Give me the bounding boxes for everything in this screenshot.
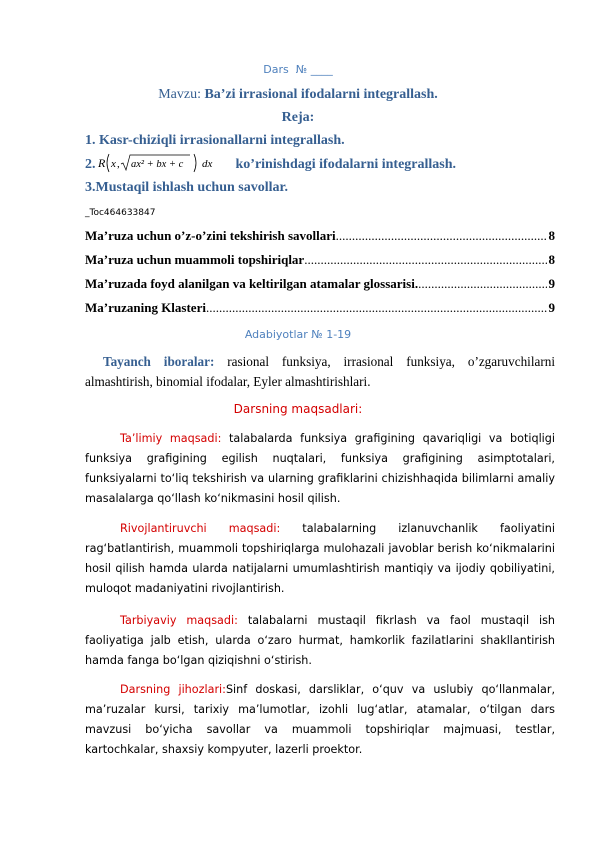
lesson-title (0, 63, 596, 76)
goal-label: Rivojlantiruvchi maqsadi: (120, 522, 281, 535)
literature-reference: Adabiyotlar № 1-19 (244, 328, 352, 341)
equipment-label: Darsning jihozlari: (120, 683, 226, 696)
toc-entry-page: 9 (548, 276, 555, 291)
toc-entry-page: 9 (548, 300, 555, 315)
goal-paragraph-upbringing (85, 611, 555, 671)
topic-label: Mavzu: (158, 87, 201, 102)
toc-bookmark: _Toc464633847 (85, 208, 156, 218)
equipment-paragraph (85, 680, 555, 760)
key-terms-paragraph (85, 352, 555, 392)
toc-entry[interactable] (85, 252, 555, 268)
goal-paragraph-educational (85, 429, 555, 509)
toc-entry-title: Ma’ruza uchun o’z-o’zini tekshirish savollari (85, 228, 336, 243)
formula-R: R (97, 156, 105, 170)
plan-item-3: 3.Mustaqil ishlash uchun savollar. (85, 180, 288, 195)
plan-title: Reja: (281, 110, 315, 125)
key-terms-text: rasional funksiya, irrasional funksiya, o’zgaruvchilarni almashtirish, binomial ifodalar, Eyler almashtirishlari. (85, 354, 555, 389)
toc-entry-title: Ma’ruzaning Klasteri (85, 300, 206, 315)
toc-entry-page: 8 (548, 252, 555, 267)
goal-label: Ta’limiy maqsadi: (120, 432, 222, 445)
goal-text: talabalarni mustaqil fikrlash va faol mustaqil ish faoliyatiga jalb etish, ularda o‘zaro hurmat, hamkorlik fazilatlarini shakllantirish hamda fanga bo‘lgan qiziqishni o‘stirish. (85, 614, 556, 667)
equipment-text: Sinf doskasi, darsliklar, o‘quv va uslubiy qo‘llanmalar, ma’ruzalar kursi, tarixiy ma’lumotlar, izohli lug‘atlar, atamalar, o‘tilgan dars mavzusi bo‘yicha savollar va muammoli topshiriqlar majmuasi, testlar, kartochkalar, shaxsiy kompyuter, lazerli proektor. (85, 683, 556, 756)
topic-line (0, 87, 596, 103)
plan-item-1: 1. Kasr-chiziqli irrasionallarni integrallash. (85, 133, 345, 148)
key-terms-label: Tayanch iboralar: (103, 354, 215, 369)
plan-item-2-number: 2. (85, 156, 96, 172)
goal-paragraph-developmental (85, 519, 555, 599)
goal-label: Tarbiyaviy maqsadi: (120, 614, 238, 627)
toc-entry[interactable] (85, 228, 555, 244)
plan-item-2 (85, 151, 456, 178)
integral-formula-svg (98, 151, 224, 175)
formula-dx: dx (201, 158, 212, 170)
lesson-number: № ____ (295, 63, 333, 76)
integral-formula (98, 151, 224, 178)
goals-title: Darsning maqsadlari: (233, 402, 363, 416)
svg-text:,: , (116, 158, 120, 170)
lesson-prefix: Dars (263, 63, 289, 76)
toc-entry[interactable] (85, 300, 555, 316)
topic-text: Ba’zi irrasional ifodalarni integrallash. (204, 87, 438, 102)
toc-entry-title: Ma’ruza uchun muammoli topshiriqlar (85, 252, 305, 267)
toc-entry-page: 8 (548, 228, 555, 243)
plan-item-2-text: ko’rinishdagi ifodalarni integrallash. (235, 156, 457, 172)
formula-x: x (110, 158, 116, 170)
toc-entry[interactable] (85, 276, 555, 292)
goal-text: talabalarning izlanuvchanlik faoliyatini rag‘batlantirish, muammoli topshiriqlarga mulohazali javoblar berish ko‘nikmalarini hosil qilish hamda ularda natijalarni umumlashtirish mantiqiy va ijodiy qobiliyatini, muloqot madaniyatini rivojlantirish. (85, 522, 555, 595)
goal-text: talabalarda funksiya grafigining qavariqligi va botiqligi funksiya grafigining egilish nuqtalari, funksiya grafigining asimptotalari, funksiyalarni to‘liq tekshirish va ularning grafiklarini chizishhaqida bilimlarni amaliy masalalarga qo‘llash ko‘nikmasini hosil qilish. (85, 432, 555, 505)
right-paren (194, 154, 196, 172)
toc-entry-title: Ma’ruzada foyd alanilgan va keltirilgan atamalar glossarisi. (85, 276, 419, 291)
formula-expr: ax² + bx + c (130, 159, 183, 170)
left-paren (107, 154, 109, 172)
